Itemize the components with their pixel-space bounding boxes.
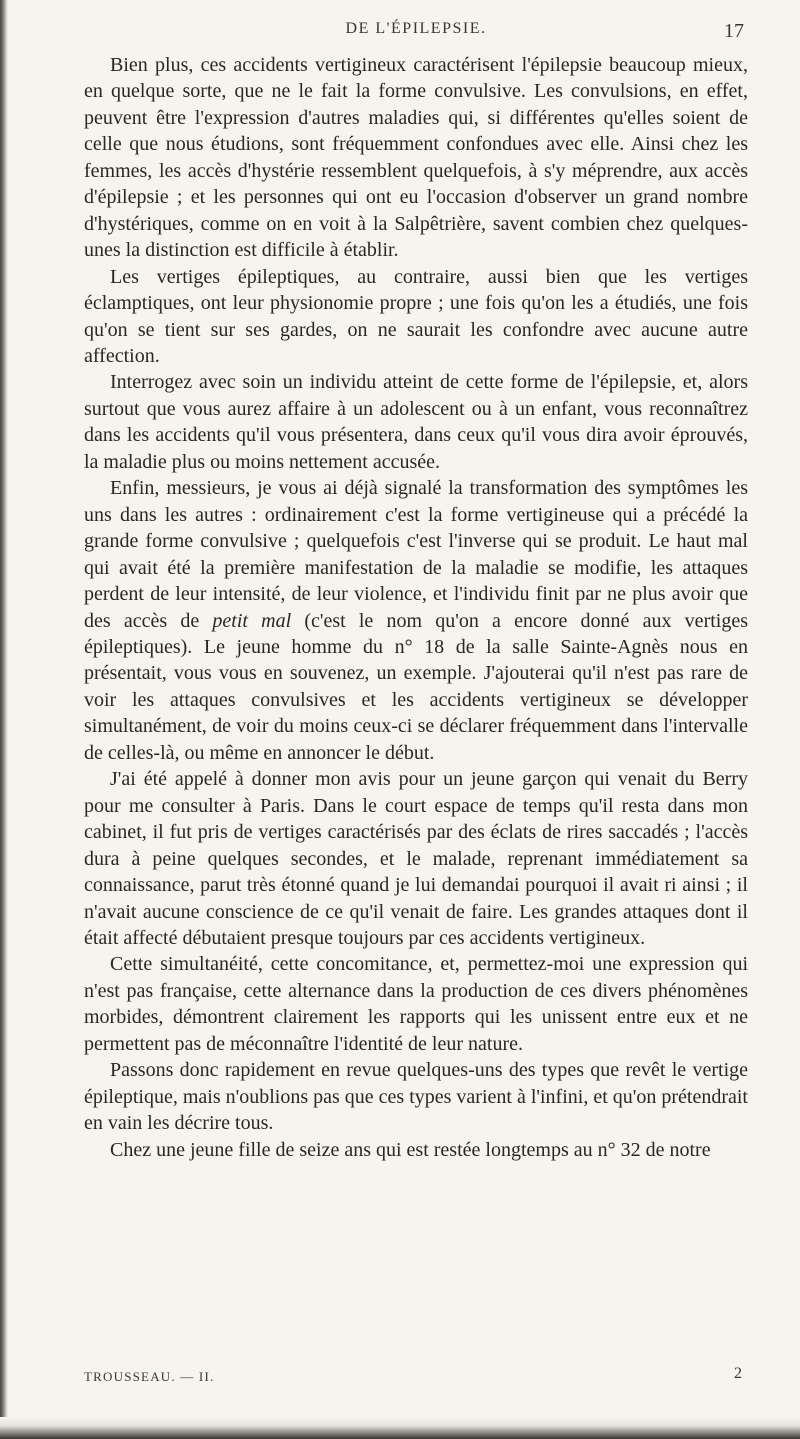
paragraph: Chez une jeune fille de seize ans qui est restée longtemps au n° 32 de notre [110,1138,711,1161]
body-text [84,52,748,1163]
paragraph: Les vertiges épileptiques, au contraire, aussi bien que les vertiges éclamptiques, ont leur physionomie propre ; une fois qu'on les a étudiés, une fois qu'on se tient sur ses gardes, on ne saurait les confondre avec aucune autre affection. [84,265,748,367]
paragraph: J'ai été appelé à donner mon avis pour un jeune garçon qui venait du Berry pour me consulter à Paris. Dans le court espace de temps qu'il resta dans mon cabinet, il fut pris de vertiges caractérisés par des éclats de rires saccadés ; l'accès dura à peine quelques secondes, et le malade, reprenant immédiatement sa connaissance, parut très étonné quand je lui demandai pourquoi il avait ri ainsi ; il n'avait aucune conscience de ce qu'il venait de faire. Les grandes attaques dont il était affecté débutaient presque toujours par ces accidents vertigineux. [84,768,748,949]
page-footer [84,1367,748,1391]
page-binding-edge [0,0,8,1439]
paragraph: Cette simultanéité, cette concomitance, et, permettez-moi une expression qui n'est pas française, cette alternance dans la production de ces divers phénomènes morbides, démontrent clairement les rapports qui les unissent entre eux et ne permettent pas de méconnaître l'identité de leur nature. [84,953,748,1055]
page-bottom-edge [0,1417,800,1439]
paragraph-text: (c'est le nom qu'on a encore donné aux vertiges épileptiques). Le jeune homme du n° 18 de la salle Sainte-Agnès nous en présentait, vous vous en souvenez, un exemple. J'ajouterai qu'il n'est pas rare de voir les attaques convulsives et les accidents vertigineux se développer simultanément, de voir du moins ceux-ci se déclarer fréquemment dans l'intervalle de celles-là, ou même en annoncer le début. [84,609,748,764]
paragraph-text: Enfin, messieurs, je vous ai déjà signalé la transformation des symptômes les uns dans les autres : ordinairement c'est la forme vertigineuse qui a précédé la grande forme convulsive ; quelquefois c'est l'inverse qui se produit. Le haut mal qui avait été la première manifestation de la maladie se modifie, les attaques perdent de leur intensité, de leur violence, et l'individu finit par ne plus avoir que des accès de [84,477,748,632]
paragraph: Passons donc rapidement en revue quelques-uns des types que revêt le vertige épileptique, mais n'oublions pas que ces types varient à l'infini, et qu'on prétendrait en vain les décrire tous. [84,1059,748,1135]
sheet-number: 2 [734,1365,742,1382]
page-number: 17 [724,20,744,42]
printer-signature: TROUSSEAU. — II. [84,1369,215,1384]
running-head: DE L'ÉPILEPSIE. [345,20,487,37]
paragraph: Bien plus, ces accidents vertigineux caractérisent l'épilepsie beaucoup mieux, en quelque sorte, que ne le fait la forme convulsive. Les convulsions, en effet, peuvent être l'expression d'autres maladies qui, si différentes qu'elles soient de celle que nous étudions, sont fréquemment confondues avec elle. Ainsi chez les femmes, les accès d'hystérie ressemblent quelquefois, à s'y méprendre, aux accès d'épilepsie ; et les personnes qui ont eu l'occasion d'observer un grand nombre d'hystériques, comme on en voit à la Salpêtrière, savent combien chez quelques-unes la distinction est difficile à établir. [84,54,748,262]
paragraph [84,475,748,766]
paragraph: Interrogez avec soin un individu atteint de cette forme de l'épilepsie, et, alors surtout que vous aurez affaire à un adolescent ou à un enfant, vous reconnaîtrez dans les accidents qu'il vous présentera, dans ceux qu'il vous dira avoir éprouvés, la maladie plus ou moins nettement accusée. [84,371,748,473]
italic-term: petit mal [212,609,292,632]
page-header [84,20,748,46]
